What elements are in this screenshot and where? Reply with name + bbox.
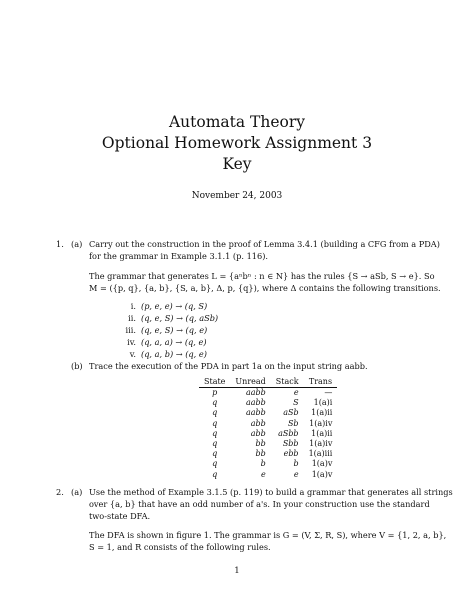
problem-2a-text-line-3: two-state DFA. bbox=[89, 511, 151, 521]
table-row bbox=[199, 459, 337, 469]
cell-trans: 1(a)v bbox=[311, 469, 333, 479]
transition-item bbox=[112, 348, 218, 360]
cell-stack: aSb bbox=[283, 408, 299, 418]
problem-1-number: 1. bbox=[56, 239, 64, 249]
cell-trans: 1(a)iv bbox=[309, 418, 333, 428]
transition-number: iv. bbox=[127, 337, 136, 347]
cell-stack: aSbb bbox=[278, 428, 299, 438]
cell-unread: b bbox=[260, 459, 266, 469]
cell-state: q bbox=[212, 418, 218, 428]
trace-table-header-row bbox=[199, 376, 337, 388]
problem-2a-text-line-1: Use the method of Example 3.1.5 (p. 119) to build a grammar that generates all strings bbox=[89, 487, 453, 497]
cell-state: q bbox=[212, 408, 218, 418]
trace-header-unread: Unread bbox=[235, 377, 266, 386]
cell-unread: aabb bbox=[245, 398, 266, 408]
problem-2a-text-line-2: over {a, b} that have an odd number of a's. In your construction use the standard bbox=[89, 499, 430, 509]
problem-1a-label: (a) bbox=[71, 239, 83, 249]
cell-stack: e bbox=[293, 388, 299, 397]
cell-state: q bbox=[212, 439, 218, 449]
cell-state: q bbox=[212, 469, 218, 479]
page-number: 1 bbox=[234, 566, 240, 576]
cell-trans: 1(a)ii bbox=[311, 428, 333, 438]
cell-state: q bbox=[212, 428, 218, 438]
table-row bbox=[199, 439, 337, 449]
cell-unread: aabb bbox=[245, 388, 266, 397]
cell-trans: 1(a)v bbox=[311, 459, 333, 469]
transition-item bbox=[112, 312, 218, 324]
table-row bbox=[199, 449, 337, 459]
cell-stack: Sb bbox=[287, 418, 299, 428]
table-row bbox=[199, 429, 337, 439]
cell-trans: 1(a)ii bbox=[311, 408, 333, 418]
problem-1b-text: Trace the execution of the PDA in part 1a on the input string aabb. bbox=[89, 361, 368, 371]
cell-stack: ebb bbox=[283, 449, 299, 459]
table-row bbox=[199, 408, 337, 418]
cell-stack: Sbb bbox=[282, 439, 299, 449]
cell-stack: b bbox=[293, 459, 299, 469]
table-row bbox=[199, 398, 337, 408]
problem-2a-answer-line-1: The DFA is shown in figure 1. The grammar is G = (V, Σ, R, S), where V = {1, 2, a, b}, bbox=[89, 530, 447, 540]
cell-trans: 1(a)iv bbox=[309, 439, 333, 449]
trace-table bbox=[199, 376, 337, 480]
title-block bbox=[0, 112, 474, 175]
title-line-2: Optional Homework Assignment 3 bbox=[101, 134, 373, 152]
problem-2-number: 2. bbox=[56, 487, 64, 497]
transition-rule: (q, e, S) → (q, aSb) bbox=[141, 313, 219, 323]
problem-2a-label: (a) bbox=[71, 487, 83, 497]
trace-header-stack: Stack bbox=[275, 377, 299, 386]
transition-rule: (p, e, e) → (q, S) bbox=[141, 301, 208, 311]
problem-1a-answer-line-2: M = ({p, q}, {a, b}, {S, a, b}, Δ, p, {q}), where Δ contains the following transitions. bbox=[89, 283, 441, 293]
table-row bbox=[199, 388, 337, 399]
cell-unread: aabb bbox=[245, 408, 266, 418]
transition-item bbox=[112, 324, 218, 336]
cell-trans: 1(a)iii bbox=[308, 449, 333, 459]
cell-trans: — bbox=[324, 388, 333, 397]
document-date: November 24, 2003 bbox=[191, 191, 283, 201]
trace-header-trans: Trans bbox=[308, 377, 333, 386]
transition-rule: (q, e, S) → (q, e) bbox=[141, 325, 208, 335]
transition-item bbox=[112, 336, 218, 348]
cell-unread: e bbox=[261, 469, 266, 479]
transition-item bbox=[112, 300, 218, 312]
cell-state: q bbox=[212, 449, 218, 459]
cell-unread: abb bbox=[250, 418, 266, 428]
table-row bbox=[199, 470, 337, 480]
table-row bbox=[199, 419, 337, 429]
transition-list bbox=[112, 300, 218, 360]
transition-number: ii. bbox=[128, 313, 136, 323]
cell-stack: e bbox=[293, 469, 299, 479]
problem-1a-text-line-1: Carry out the construction in the proof of Lemma 3.4.1 (building a CFG from a PDA) bbox=[89, 239, 440, 249]
transition-rule: (q, a, a) → (q, e) bbox=[141, 337, 207, 347]
title-line-1: Automata Theory bbox=[168, 113, 306, 131]
problem-2a-answer-line-2: S = 1, and R consists of the following rules. bbox=[89, 542, 271, 552]
transition-number: v. bbox=[129, 349, 136, 359]
cell-unread: bb bbox=[255, 449, 266, 459]
transition-number: iii. bbox=[125, 325, 136, 335]
transition-number: i. bbox=[130, 301, 136, 311]
title-line-3: Key bbox=[222, 155, 252, 173]
cell-state: q bbox=[212, 398, 218, 408]
cell-state: q bbox=[212, 459, 218, 469]
transition-rule: (q, a, b) → (q, e) bbox=[141, 349, 207, 359]
trace-header-state: State bbox=[204, 377, 226, 386]
cell-trans: 1(a)i bbox=[313, 398, 333, 408]
cell-unread: abb bbox=[250, 428, 266, 438]
cell-stack: S bbox=[293, 398, 299, 408]
cell-unread: bb bbox=[255, 439, 266, 449]
problem-1a-text-line-2: for the grammar in Example 3.1.1 (p. 116). bbox=[89, 251, 268, 261]
problem-1a-answer-line-1: The grammar that generates L = {aⁿbⁿ : n ∈ N} has the rules {S → aSb, S → e}. So bbox=[89, 271, 435, 281]
cell-state: p bbox=[212, 388, 218, 397]
problem-1b-label: (b) bbox=[71, 361, 83, 371]
